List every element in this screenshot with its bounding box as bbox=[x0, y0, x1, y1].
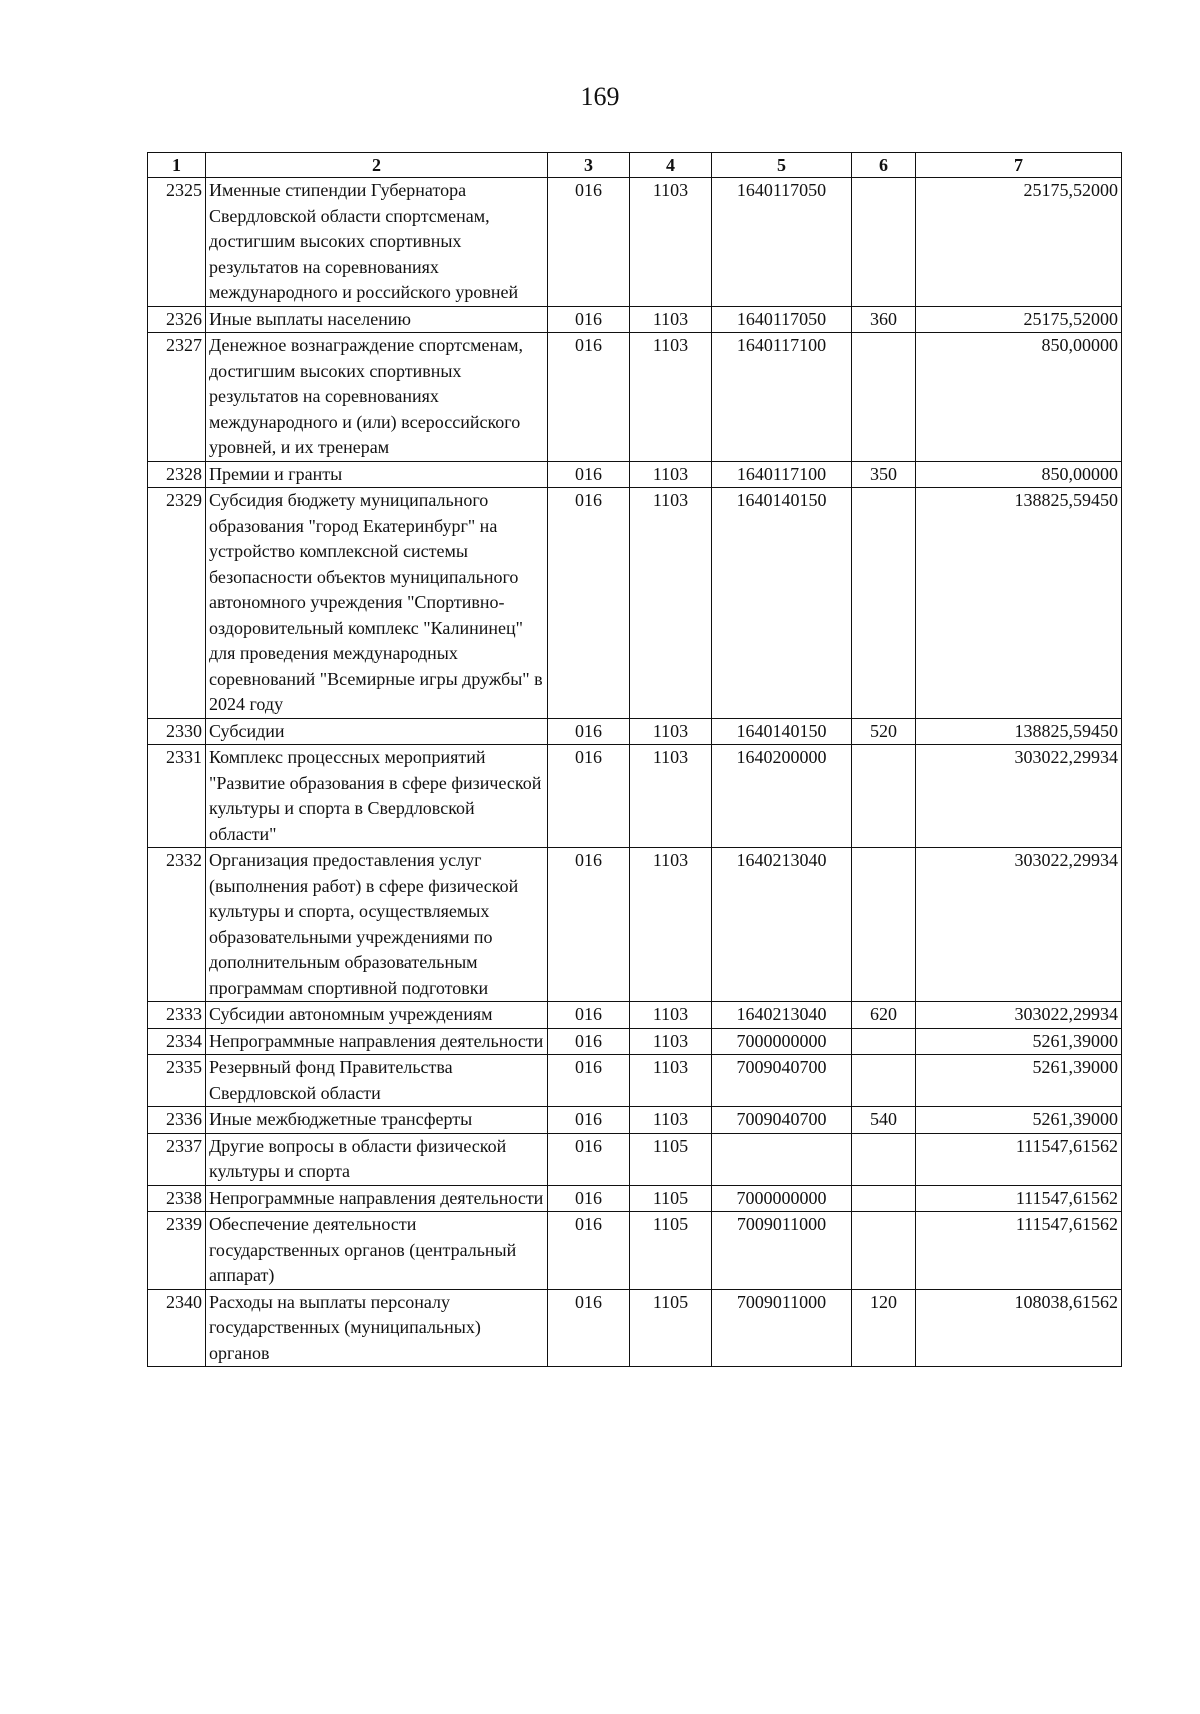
row-col-4: 1103 bbox=[630, 745, 712, 848]
row-col-6 bbox=[852, 333, 916, 462]
row-col-3: 016 bbox=[548, 333, 630, 462]
row-col-5: 1640117050 bbox=[712, 178, 852, 307]
row-col-3: 016 bbox=[548, 488, 630, 719]
row-col-3: 016 bbox=[548, 1289, 630, 1367]
row-amount: 5261,39000 bbox=[916, 1107, 1122, 1134]
row-name: Субсидии bbox=[206, 718, 548, 745]
row-col-5: 1640140150 bbox=[712, 718, 852, 745]
row-number: 2330 bbox=[148, 718, 206, 745]
row-number: 2326 bbox=[148, 306, 206, 333]
row-col-5: 7009040700 bbox=[712, 1055, 852, 1107]
row-amount: 25175,52000 bbox=[916, 178, 1122, 307]
row-amount: 111547,61562 bbox=[916, 1212, 1122, 1290]
row-name: Субсидия бюджету муниципального образования "город Екатеринбург" на устройство комплексной системы безопасности объектов муниципального автономного учреждения "Спортивно-оздоровительный комплекс "Калининец" для проведения международных соревнований "Всемирные игры дружбы" в 2024 году bbox=[206, 488, 548, 719]
row-col-6 bbox=[852, 1212, 916, 1290]
row-col-5: 1640213040 bbox=[712, 1002, 852, 1029]
row-col-3: 016 bbox=[548, 178, 630, 307]
row-col-6 bbox=[852, 178, 916, 307]
row-col-6 bbox=[852, 1028, 916, 1055]
row-amount: 138825,59450 bbox=[916, 488, 1122, 719]
row-col-3: 016 bbox=[548, 1212, 630, 1290]
row-number: 2332 bbox=[148, 848, 206, 1002]
row-col-3: 016 bbox=[548, 461, 630, 488]
table-row bbox=[148, 1055, 1122, 1107]
row-col-5: 1640213040 bbox=[712, 848, 852, 1002]
row-number: 2340 bbox=[148, 1289, 206, 1367]
row-name: Субсидии автономным учреждениям bbox=[206, 1002, 548, 1029]
row-col-3: 016 bbox=[548, 1185, 630, 1212]
row-col-5: 1640117100 bbox=[712, 461, 852, 488]
column-header-7: 7 bbox=[916, 153, 1122, 178]
row-col-4: 1103 bbox=[630, 1107, 712, 1134]
row-col-5: 1640117050 bbox=[712, 306, 852, 333]
row-amount: 850,00000 bbox=[916, 333, 1122, 462]
table-row bbox=[148, 1289, 1122, 1367]
row-number: 2331 bbox=[148, 745, 206, 848]
row-amount: 303022,29934 bbox=[916, 848, 1122, 1002]
row-col-6: 360 bbox=[852, 306, 916, 333]
row-number: 2336 bbox=[148, 1107, 206, 1134]
row-col-3: 016 bbox=[548, 1133, 630, 1185]
row-name: Непрограммные направления деятельности bbox=[206, 1028, 548, 1055]
row-col-3: 016 bbox=[548, 1107, 630, 1134]
table-row bbox=[148, 718, 1122, 745]
row-col-5: 7000000000 bbox=[712, 1028, 852, 1055]
table-row bbox=[148, 178, 1122, 307]
row-col-4: 1103 bbox=[630, 333, 712, 462]
row-col-4: 1103 bbox=[630, 488, 712, 719]
row-col-4: 1103 bbox=[630, 718, 712, 745]
column-header-1: 1 bbox=[148, 153, 206, 178]
table-row bbox=[148, 1002, 1122, 1029]
row-col-4: 1103 bbox=[630, 1028, 712, 1055]
table-row bbox=[148, 1133, 1122, 1185]
row-col-3: 016 bbox=[548, 745, 630, 848]
row-number: 2339 bbox=[148, 1212, 206, 1290]
row-col-6 bbox=[852, 745, 916, 848]
table-row bbox=[148, 1212, 1122, 1290]
row-name: Обеспечение деятельности государственных органов (центральный аппарат) bbox=[206, 1212, 548, 1290]
table-row bbox=[148, 1185, 1122, 1212]
row-name: Резервный фонд Правительства Свердловской области bbox=[206, 1055, 548, 1107]
row-col-5: 1640117100 bbox=[712, 333, 852, 462]
header-row bbox=[148, 153, 1122, 178]
row-amount: 5261,39000 bbox=[916, 1055, 1122, 1107]
row-col-5: 7000000000 bbox=[712, 1185, 852, 1212]
row-amount: 850,00000 bbox=[916, 461, 1122, 488]
row-col-4: 1103 bbox=[630, 306, 712, 333]
row-number: 2338 bbox=[148, 1185, 206, 1212]
table-row bbox=[148, 306, 1122, 333]
row-number: 2325 bbox=[148, 178, 206, 307]
row-amount: 303022,29934 bbox=[916, 1002, 1122, 1029]
row-col-6: 540 bbox=[852, 1107, 916, 1134]
row-col-6 bbox=[852, 488, 916, 719]
row-col-3: 016 bbox=[548, 848, 630, 1002]
row-number: 2328 bbox=[148, 461, 206, 488]
row-col-3: 016 bbox=[548, 1028, 630, 1055]
column-header-2: 2 bbox=[206, 153, 548, 178]
row-col-3: 016 bbox=[548, 1002, 630, 1029]
row-col-4: 1103 bbox=[630, 1055, 712, 1107]
row-col-4: 1105 bbox=[630, 1289, 712, 1367]
row-col-4: 1103 bbox=[630, 461, 712, 488]
row-col-5: 7009011000 bbox=[712, 1289, 852, 1367]
row-amount: 108038,61562 bbox=[916, 1289, 1122, 1367]
table-row bbox=[148, 848, 1122, 1002]
row-name: Непрограммные направления деятельности bbox=[206, 1185, 548, 1212]
row-col-6 bbox=[852, 848, 916, 1002]
row-amount: 111547,61562 bbox=[916, 1185, 1122, 1212]
row-number: 2335 bbox=[148, 1055, 206, 1107]
row-name: Иные межбюджетные трансферты bbox=[206, 1107, 548, 1134]
row-number: 2337 bbox=[148, 1133, 206, 1185]
row-amount: 111547,61562 bbox=[916, 1133, 1122, 1185]
row-col-6: 620 bbox=[852, 1002, 916, 1029]
row-col-4: 1105 bbox=[630, 1133, 712, 1185]
row-amount: 138825,59450 bbox=[916, 718, 1122, 745]
row-name: Премии и гранты bbox=[206, 461, 548, 488]
row-col-4: 1103 bbox=[630, 1002, 712, 1029]
row-col-4: 1103 bbox=[630, 178, 712, 307]
column-header-3: 3 bbox=[548, 153, 630, 178]
column-header-4: 4 bbox=[630, 153, 712, 178]
row-number: 2327 bbox=[148, 333, 206, 462]
row-number: 2333 bbox=[148, 1002, 206, 1029]
row-amount: 5261,39000 bbox=[916, 1028, 1122, 1055]
row-col-6 bbox=[852, 1055, 916, 1107]
row-number: 2329 bbox=[148, 488, 206, 719]
row-col-6: 520 bbox=[852, 718, 916, 745]
table-row bbox=[148, 1028, 1122, 1055]
row-name: Расходы на выплаты персоналу государственных (муниципальных) органов bbox=[206, 1289, 548, 1367]
column-header-5: 5 bbox=[712, 153, 852, 178]
row-name: Другие вопросы в области физической культуры и спорта bbox=[206, 1133, 548, 1185]
row-name: Комплекс процессных мероприятий "Развитие образования в сфере физической культуры и спорта в Свердловской области" bbox=[206, 745, 548, 848]
column-header-6: 6 bbox=[852, 153, 916, 178]
row-amount: 25175,52000 bbox=[916, 306, 1122, 333]
row-col-3: 016 bbox=[548, 306, 630, 333]
table-row bbox=[148, 745, 1122, 848]
table-row bbox=[148, 333, 1122, 462]
row-col-5: 1640140150 bbox=[712, 488, 852, 719]
budget-table bbox=[147, 152, 1122, 1367]
row-col-5: 7009040700 bbox=[712, 1107, 852, 1134]
row-col-5 bbox=[712, 1133, 852, 1185]
row-col-6 bbox=[852, 1185, 916, 1212]
row-col-6: 350 bbox=[852, 461, 916, 488]
row-name: Именные стипендии Губернатора Свердловской области спортсменам, достигшим высоких спортивных результатов на соревнованиях международного и российского уровней bbox=[206, 178, 548, 307]
row-col-5: 7009011000 bbox=[712, 1212, 852, 1290]
row-col-5: 1640200000 bbox=[712, 745, 852, 848]
row-amount: 303022,29934 bbox=[916, 745, 1122, 848]
table-row bbox=[148, 1107, 1122, 1134]
row-name: Иные выплаты населению bbox=[206, 306, 548, 333]
row-col-3: 016 bbox=[548, 1055, 630, 1107]
row-col-4: 1105 bbox=[630, 1185, 712, 1212]
row-col-4: 1105 bbox=[630, 1212, 712, 1290]
row-number: 2334 bbox=[148, 1028, 206, 1055]
row-col-6: 120 bbox=[852, 1289, 916, 1367]
row-col-6 bbox=[852, 1133, 916, 1185]
page-number: 169 bbox=[580, 82, 620, 111]
row-name: Организация предоставления услуг (выполнения работ) в сфере физической культуры и спорта, осуществляемых образовательными учреждениями по дополнительным образовательным программам спортивной подготовки bbox=[206, 848, 548, 1002]
table-row bbox=[148, 488, 1122, 719]
row-col-3: 016 bbox=[548, 718, 630, 745]
table-row bbox=[148, 461, 1122, 488]
row-col-4: 1103 bbox=[630, 848, 712, 1002]
row-name: Денежное вознаграждение спортсменам, достигшим высоких спортивных результатов на соревнованиях международного и (или) всероссийского уровней, и их тренерам bbox=[206, 333, 548, 462]
